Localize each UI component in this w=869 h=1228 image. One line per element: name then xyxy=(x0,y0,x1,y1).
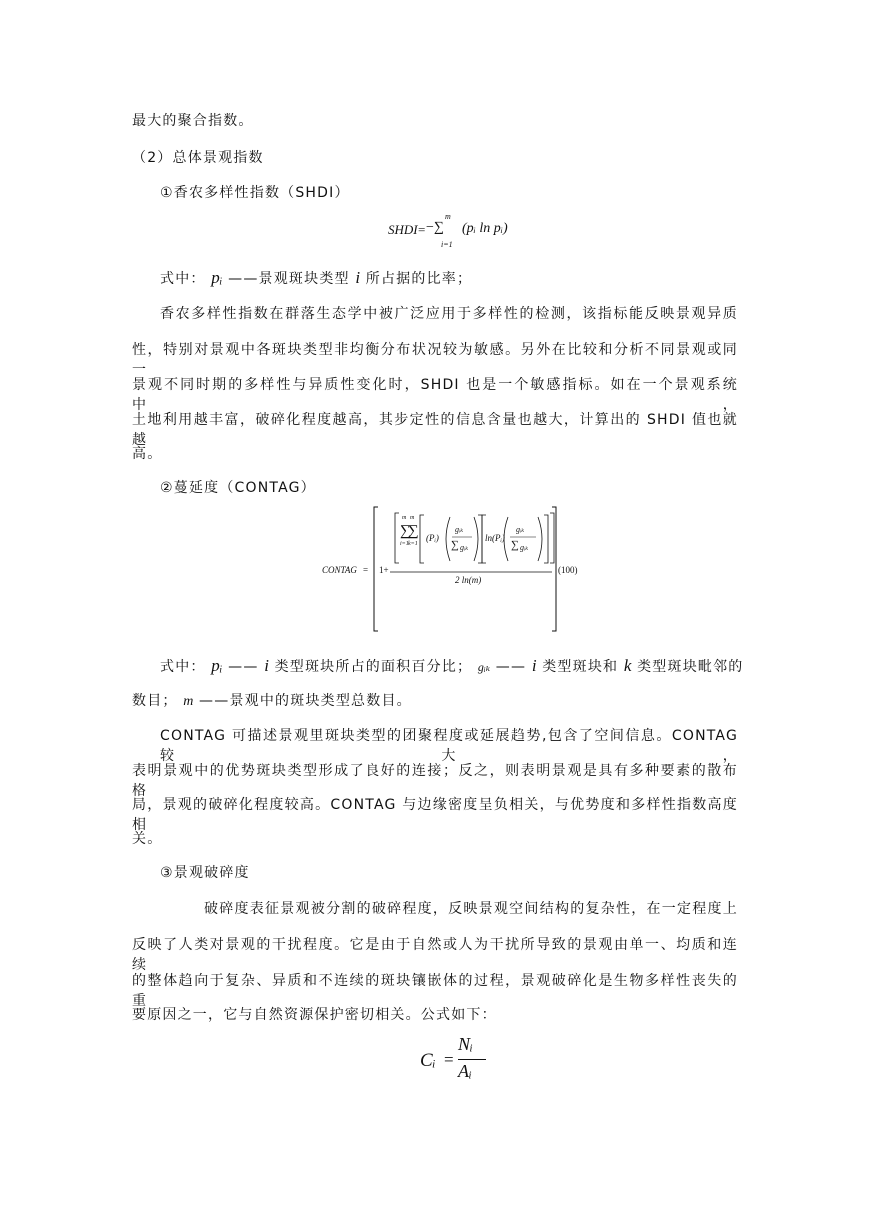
paragraph-line: 土地利用越丰富，破碎化程度越高，其步定性的信息含量也越大，计算出的 SHDI 值也就越 xyxy=(132,412,738,448)
symbol-i: i xyxy=(264,656,269,675)
symbol-m: m xyxy=(183,694,194,709)
formula-c-i: Cᵢ xyxy=(420,1050,436,1071)
contag-g-num-2: gᵢₖ xyxy=(516,525,525,534)
paragraph-line: 景观不同时期的多样性与异质性变化时，SHDI 也是一个敏感指标。如在一个景观系统中， xyxy=(132,377,738,413)
symbol-g-ik: gᵢₖ xyxy=(477,660,491,674)
shdi-lhs: SHDI xyxy=(388,222,418,237)
contag-denominator: 2 ln(m) xyxy=(455,575,482,585)
symbol-k: k xyxy=(623,656,632,675)
dash: —— xyxy=(228,659,259,675)
symbol-i: i xyxy=(355,268,361,287)
formula-denominator: Aᵢ xyxy=(458,1061,472,1081)
contag-definition-2 xyxy=(132,691,738,712)
paragraph-line: CONTAG 可描述景观里斑块类型的团聚程度或延展趋势,包含了空间信息。CONTAG 较大， xyxy=(160,728,738,764)
symbol-p-i: pᵢ xyxy=(211,268,223,287)
contag-sum-i-lower: i=1 xyxy=(400,541,409,547)
contag-hundred: (100) xyxy=(558,565,578,575)
contag-ln-pi: ln(Pᵢ) xyxy=(485,533,505,543)
section-heading: （2）总体景观指数 xyxy=(132,150,264,166)
shdi-equals: = xyxy=(418,222,426,237)
paragraph-line: 高。 xyxy=(132,446,163,462)
symbol-i: i xyxy=(531,656,537,675)
shdi-def-mid: ——景观斑块类型 xyxy=(228,271,350,287)
symbol-p-i: pᵢ xyxy=(211,656,223,675)
contag-g-den-sum-2: ∑ xyxy=(511,539,519,551)
contag-sum-i-upper: m xyxy=(402,515,407,521)
shdi-def-suffix: 所占据的比率； xyxy=(365,271,473,287)
shdi-formula xyxy=(388,212,528,252)
contag-sum-k: ∑ xyxy=(408,523,419,539)
fraction-bar xyxy=(458,1059,486,1060)
paragraph-line: 性，特别对景观中各斑块类型非均衡分布状况较为敏感。另外在比较和分析不同景观或同一 xyxy=(132,342,738,378)
subsection-heading: ②蔓延度（CONTAG） xyxy=(160,480,316,496)
shdi-def-prefix: 式中： xyxy=(160,271,206,287)
paragraph-line: 局，景观的破碎化程度较高。CONTAG 与边缘密度呈负相关，与优势度和多样性指数高度相 xyxy=(132,797,738,833)
shdi-minus-sum: −∑ xyxy=(426,220,444,235)
paragraph-line: 香农多样性指数在群落生态学中被广泛应用于多样性的检测，该指标能反映景观异质 xyxy=(160,306,738,322)
paragraph-line: 表明景观中的优势斑块类型形成了良好的连接；反之，则表明景观是具有多种要素的散布格 xyxy=(132,763,738,799)
contag-g-den: gᵢₖ xyxy=(460,543,469,552)
paragraph-line: 的整体趋向于复杂、异质和不连续的斑块镶嵌体的过程，景观破碎化是生物多样性丧失的重 xyxy=(132,973,738,1009)
shdi-sum-lower: i=1 xyxy=(441,240,453,249)
contag-g-den-2: gᵢₖ xyxy=(520,543,529,552)
cdef-prefix: 式中： xyxy=(160,659,206,675)
subsection-heading: ①香农多样性指数（SHDI） xyxy=(160,185,350,201)
fragmentation-formula xyxy=(420,1034,490,1084)
paragraph-line: 反映了人类对景观的干扰程度。它是由于自然或人为干扰所导致的景观由单一、均质和连续 xyxy=(132,937,738,973)
shdi-definition xyxy=(160,268,766,289)
contag-sum-i: ∑ xyxy=(400,523,411,539)
contag-pi: (Pᵢ) xyxy=(426,533,439,543)
cdef-text: 类型斑块所占的面积百分比； xyxy=(274,659,473,675)
contag-g-den-sum: ∑ xyxy=(451,539,459,551)
contag-formula xyxy=(322,505,582,633)
contag-one-plus: 1+ xyxy=(379,565,389,575)
cdef-text: 类型斑块和 xyxy=(542,659,619,675)
subsection-heading: ③景观破碎度 xyxy=(160,865,250,881)
formula-numerator: Nᵢ xyxy=(458,1034,473,1054)
text-line: 最大的聚合指数。 xyxy=(132,113,254,129)
paragraph-line: 关。 xyxy=(132,831,163,847)
paragraph-line: 要原因之一，它与自然资源保护密切相关。公式如下： xyxy=(132,1007,497,1023)
cdef-text: 类型斑块毗邻的 xyxy=(637,659,744,675)
cdef-text: ——景观中的斑块类型总数目。 xyxy=(199,693,412,709)
shdi-sum-upper: m xyxy=(445,212,451,221)
formula-equals: = xyxy=(444,1050,454,1069)
contag-equals: = xyxy=(363,565,369,575)
contag-g-num: gᵢₖ xyxy=(455,525,464,534)
contag-definition-1 xyxy=(160,656,744,677)
contag-sum-k-lower: k=1 xyxy=(408,541,418,547)
shdi-body: (pᵢ ln pᵢ) xyxy=(462,221,508,236)
paragraph-line: 破碎度表征景观被分割的破碎程度，反映景观空间结构的复杂性，在一定程度上 xyxy=(204,901,738,917)
contag-sum-k-upper: m xyxy=(410,515,415,521)
dash: —— xyxy=(495,659,527,675)
cdef-text: 数目； xyxy=(132,693,178,709)
contag-brackets xyxy=(322,505,582,633)
contag-lhs: CONTAG xyxy=(322,565,357,575)
